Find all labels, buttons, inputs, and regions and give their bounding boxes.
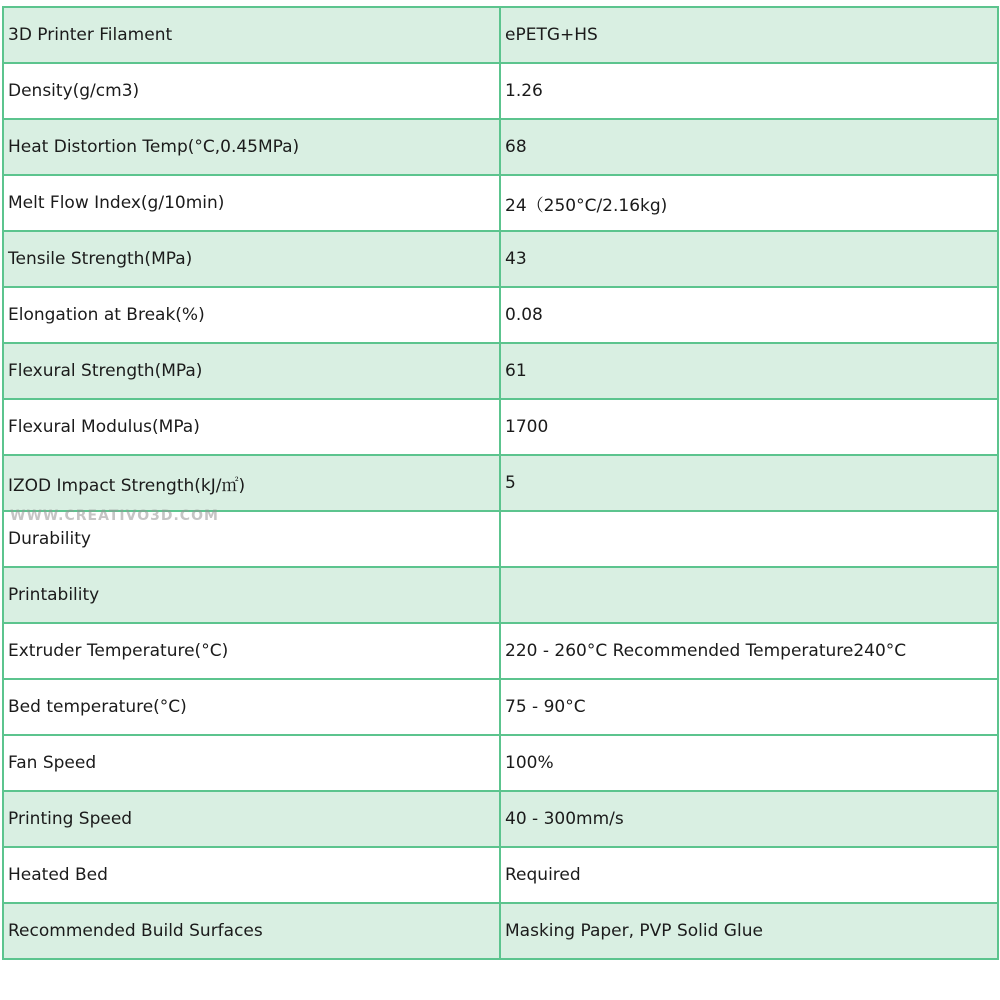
table-row [3, 791, 998, 847]
value-cell: 220 - 260°C Recommended Temperature240°C [500, 623, 998, 679]
property-cell: Durability [3, 511, 500, 567]
table-row [3, 343, 998, 399]
property-cell: Fan Speed [3, 735, 500, 791]
table-row [3, 175, 998, 231]
property-cell: Heat Distortion Temp(°C,0.45MPa) [3, 119, 500, 175]
value-cell: 75 - 90°C [500, 679, 998, 735]
property-cell: Printing Speed [3, 791, 500, 847]
property-cell: IZOD Impact Strength(kJ/㎡) [3, 455, 500, 511]
table-row [3, 623, 998, 679]
value-cell: 43 [500, 231, 998, 287]
table-row [3, 455, 998, 511]
property-cell: Density(g/cm3) [3, 63, 500, 119]
value-cell: 0.08 [500, 287, 998, 343]
table-row [3, 847, 998, 903]
table-row [3, 287, 998, 343]
table-row [3, 567, 998, 623]
table-row [3, 679, 998, 735]
value-cell: 40 - 300mm/s [500, 791, 998, 847]
property-cell: Recommended Build Surfaces [3, 903, 500, 959]
value-cell [500, 511, 998, 567]
value-cell: Required [500, 847, 998, 903]
table-row [3, 63, 998, 119]
property-cell: Tensile Strength(MPa) [3, 231, 500, 287]
property-cell: Elongation at Break(%) [3, 287, 500, 343]
property-cell: 3D Printer Filament [3, 7, 500, 63]
table-row [3, 231, 998, 287]
watermark-text: WWW.CREATIVO3D.COM [10, 508, 219, 524]
value-cell: 100% [500, 735, 998, 791]
table-row [3, 735, 998, 791]
table-row [3, 903, 998, 959]
property-cell: Extruder Temperature(°C) [3, 623, 500, 679]
value-cell: 24（250°C/2.16kg) [500, 175, 998, 231]
value-cell: 5 [500, 455, 998, 511]
table-row [3, 7, 998, 63]
value-cell: 68 [500, 119, 998, 175]
table-row [3, 511, 998, 567]
value-cell: 61 [500, 343, 998, 399]
property-cell: Melt Flow Index(g/10min) [3, 175, 500, 231]
value-cell: 1700 [500, 399, 998, 455]
filament-spec-table [2, 6, 999, 960]
property-cell: Printability [3, 567, 500, 623]
property-cell: Flexural Modulus(MPa) [3, 399, 500, 455]
value-cell: 1.26 [500, 63, 998, 119]
table-row [3, 399, 998, 455]
table-row [3, 119, 998, 175]
property-cell: Flexural Strength(MPa) [3, 343, 500, 399]
property-cell: Bed temperature(°C) [3, 679, 500, 735]
value-cell [500, 567, 998, 623]
value-cell: Masking Paper, PVP Solid Glue [500, 903, 998, 959]
value-cell: ePETG+HS [500, 7, 998, 63]
property-cell: Heated Bed [3, 847, 500, 903]
